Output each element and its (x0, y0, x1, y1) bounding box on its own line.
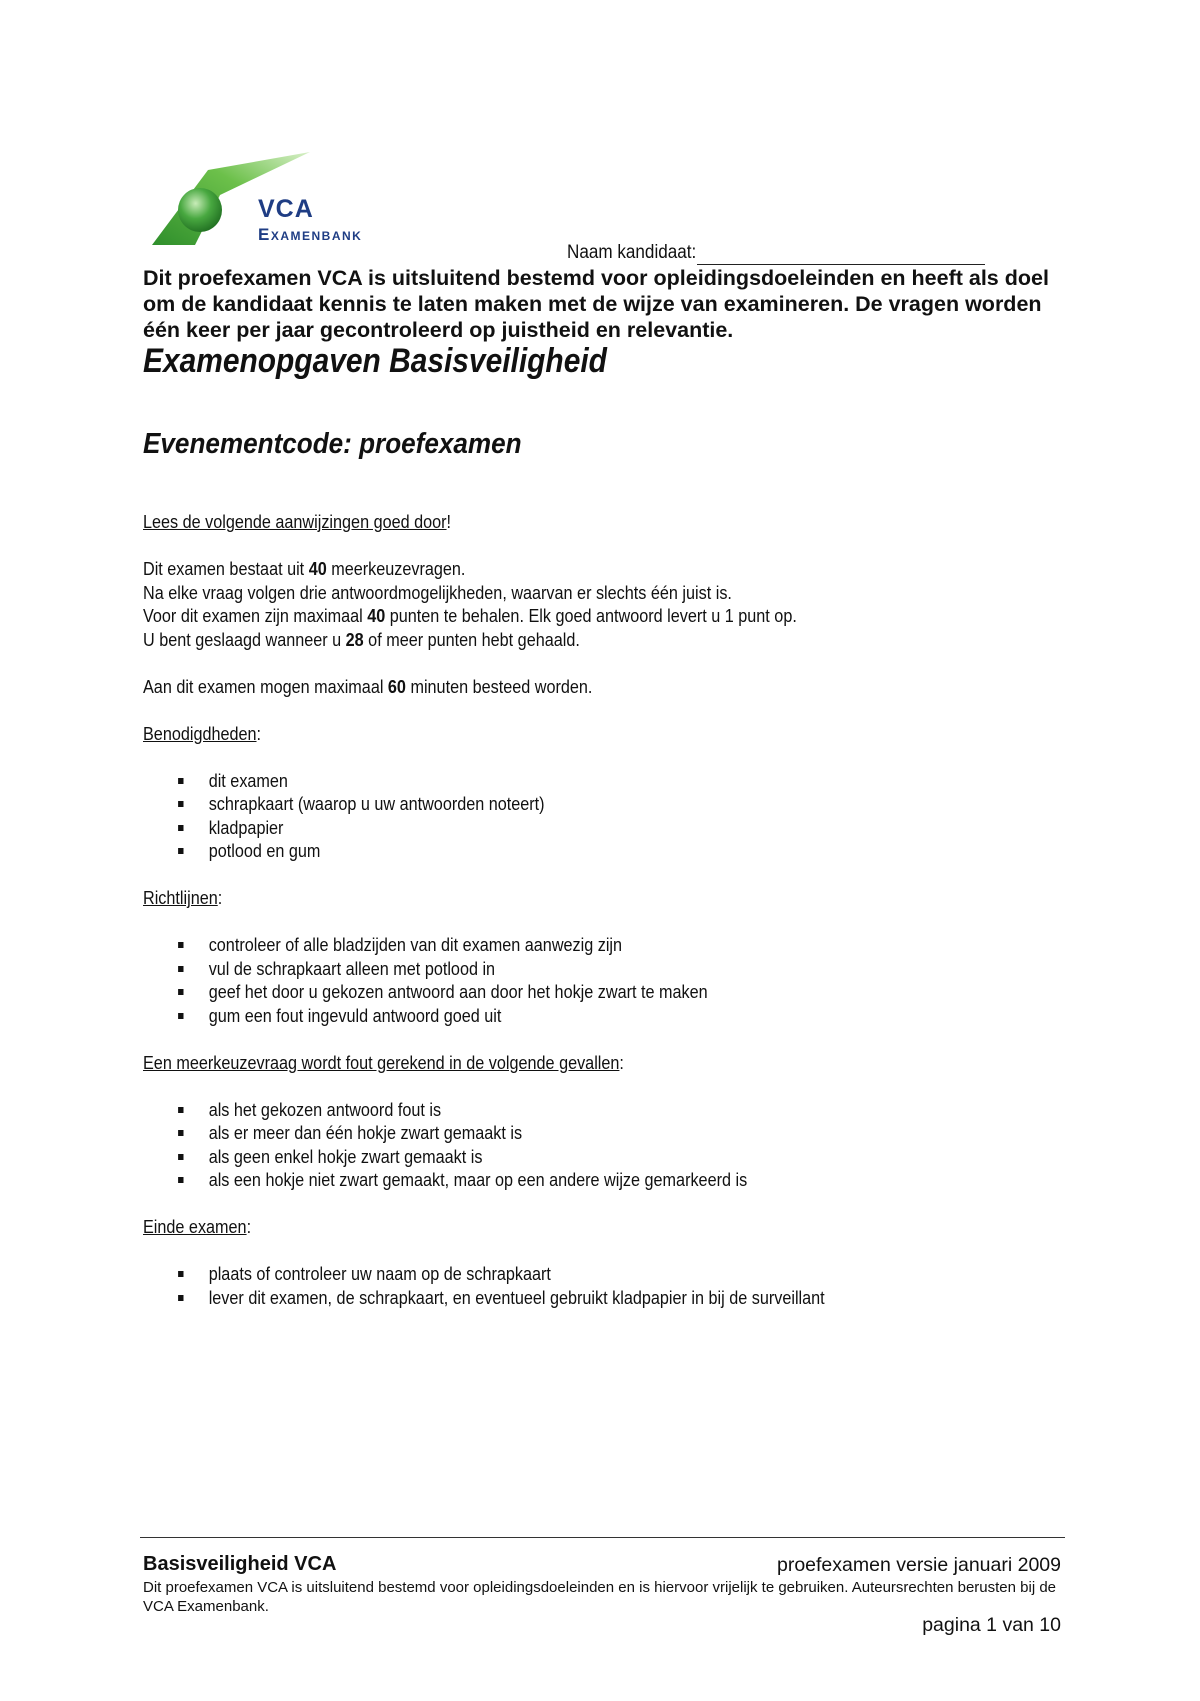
list-item: als er meer dan één hokje zwart gemaakt is (143, 1122, 1043, 1146)
max-minutes: 60 (387, 676, 406, 697)
colon: : (217, 888, 223, 908)
footer-divider (140, 1537, 1065, 1538)
list-item: schrapkaart (waarop u uw antwoorden noteert) (143, 793, 1043, 817)
list-item: potlood en gum (143, 840, 1043, 864)
footer-note: Dit proefexamen VCA is uitsluitend bestemd voor opleidingsdoeleinden en is hiervoor vrijelijk te gebruiken. Auteursrechten berusten bij de VCA Examenbank. (143, 1579, 1057, 1615)
candidate-name-label: Naam kandidaat: (567, 242, 697, 263)
heading-text: Richtlijnen (143, 888, 218, 908)
text: of meer punten hebt gehaald. (363, 629, 580, 650)
instruction-line: Na elke vraag volgen drie antwoordmogelijkheden, waarvan er slechts één juist is. (143, 582, 732, 603)
fout-list (143, 1099, 1043, 1193)
colon: : (619, 1052, 624, 1073)
colon: : (256, 723, 262, 744)
max-points: 40 (367, 606, 386, 626)
disclaimer-text: Dit proefexamen VCA is uitsluitend bestemd voor opleidingsdoeleinden en heeft als doel om de kandidaat kennis te laten maken met de wijze van examineren. De vragen worden één keer per jaar gecontroleerd op juistheid en relevantie. (143, 266, 1049, 342)
page-number: pagina 1 van 10 (922, 1614, 1061, 1636)
instruction-line (143, 558, 1043, 582)
question-count: 40 (308, 559, 327, 579)
colon: : (246, 1217, 252, 1237)
section-heading-benodigdheden (143, 723, 1043, 747)
text: U bent geslaagd wanneer u (143, 629, 346, 650)
pass-points: 28 (345, 629, 364, 650)
text: Aan dit examen mogen maximaal (143, 676, 388, 697)
text: meerkeuzevragen. (326, 559, 466, 579)
section-heading-richtlijnen (143, 887, 1043, 911)
text: Dit examen bestaat uit (143, 559, 309, 579)
section-heading-einde (143, 1216, 1043, 1240)
event-code: Evenementcode: proefexamen (143, 428, 522, 460)
text: Voor dit examen zijn maximaal (143, 606, 368, 626)
list-item: vul de schrapkaart alleen met potlood in (143, 958, 1043, 982)
richtlijnen-list (143, 934, 1043, 1028)
text: minuten besteed worden. (405, 676, 593, 697)
list-item: als geen enkel hokje zwart gemaakt is (143, 1146, 1043, 1170)
list-item: gum een fout ingevuld antwoord goed uit (143, 1005, 1043, 1029)
footer-version: proefexamen versie januari 2009 (776, 1554, 1061, 1576)
page-title: Examenopgaven Basisveiligheid (143, 342, 607, 380)
heading-text: Benodigdheden (143, 723, 257, 744)
list-item: plaats of controleer uw naam op de schrapkaart (143, 1263, 1043, 1287)
benodigdheden-list (143, 770, 1043, 864)
heading-text: Einde examen (143, 1217, 247, 1237)
list-item: geef het door u gekozen antwoord aan door het hokje zwart te maken (143, 981, 1043, 1005)
section-heading-fout (143, 1052, 1043, 1076)
instructions-heading-suffix: ! (446, 512, 452, 532)
logo-text-examenbank: Examenbank (258, 225, 363, 244)
list-item: controleer of alle bladzijden van dit examen aanwezig zijn (143, 934, 1043, 958)
list-item: als een hokje niet zwart gemaakt, maar op een andere wijze gemarkeerd is (143, 1169, 1043, 1193)
instructions-body (143, 511, 1043, 1310)
logo-text-vca: VCA (258, 195, 314, 223)
instruction-line (143, 629, 1043, 653)
list-item: als het gekozen antwoord fout is (143, 1099, 1043, 1123)
instructions-heading-text: Lees de volgende aanwijzingen goed door (143, 512, 447, 532)
einde-list (143, 1263, 1043, 1310)
footer-title: Basisveiligheid VCA (143, 1553, 337, 1575)
heading-text: Een meerkeuzevraag wordt fout gerekend in de volgende gevallen (143, 1052, 620, 1073)
instruction-line (143, 676, 1043, 700)
text: punten te behalen. Elk goed antwoord levert u 1 punt op. (385, 606, 797, 626)
instruction-line (143, 605, 1043, 629)
list-item: lever dit examen, de schrapkaart, en eventueel gebruikt kladpapier in bij de surveillant (143, 1287, 1043, 1311)
instructions-heading (143, 511, 1043, 535)
list-item: dit examen (143, 770, 1043, 794)
list-item: kladpapier (143, 817, 1043, 841)
